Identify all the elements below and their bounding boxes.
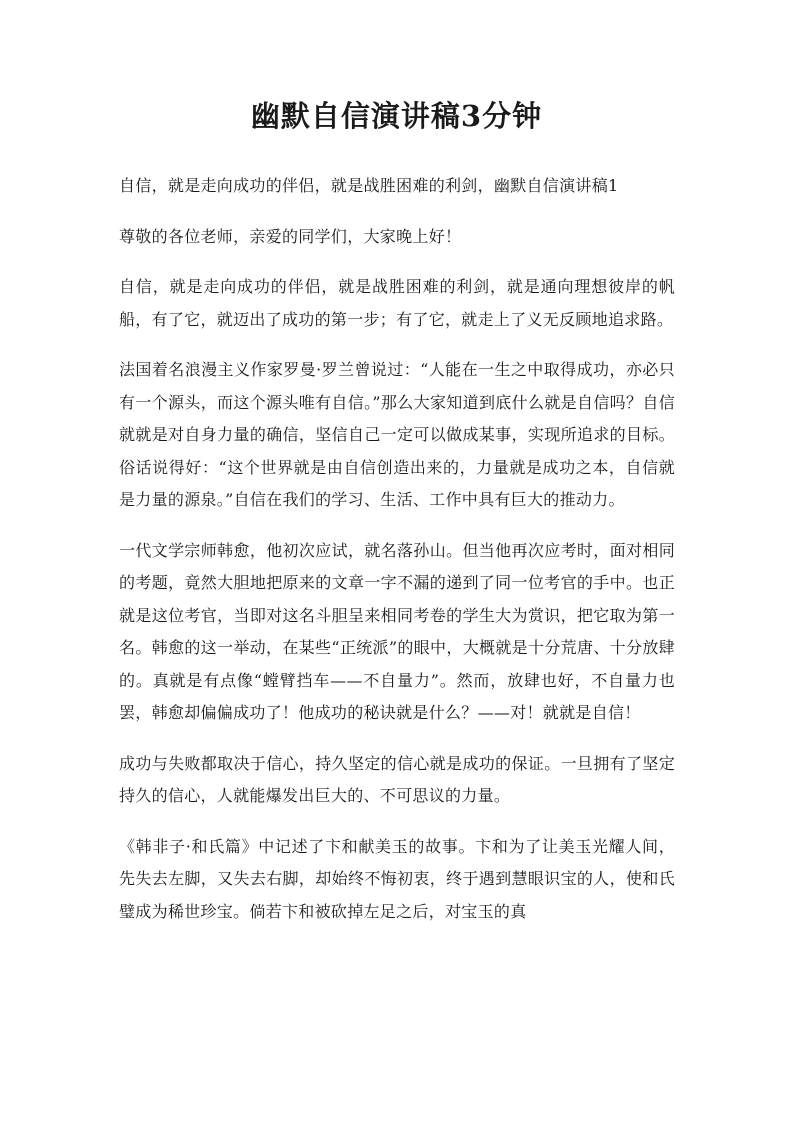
document-title: 幽默自信演讲稿3分钟 xyxy=(250,99,543,133)
paragraph-confidence-definition: 自信，就是走向成功的伴侣，就是战胜困难的利剑，就是通向理想彼岸的帆船，有了它，就迈出了成功的第一步；有了它，就走上了义无反顾地追求路。 xyxy=(119,277,675,329)
paragraph-greeting: 尊敬的各位老师，亲爱的同学们，大家晚上好！ xyxy=(119,226,462,246)
paragraph-intro: 自信，就是走向成功的伴侣，就是战胜困难的利剑，幽默自信演讲稿1 xyxy=(119,176,619,195)
paragraph-success-and-failure: 成功与失败都取决于信心，持久坚定的信心就是成功的保证。一旦拥有了坚定持久的信心，人就能爆发出巨大的、不可思议的力量。 xyxy=(119,753,675,805)
paragraph-han-yu-story: 一代文学宗师韩愈，他初次应试，就名落孙山。但当他再次应考时，面对相同的考题，竟然大胆地把原来的文章一字不漏的递到了同一位考官的手中。也正就是这位考官，当即对这名斗胆呈来相同考卷的学生大为赏识，把它取为第一名。韩愈的这一举动，在某些“正统派”的眼中，大概就是十分荒唐、十分放肆的。真就是有点像“螳臂挡车——不自量力”。然而，放肆也好，不自量力也罢，韩愈却偏偏成功了！他成功的秘诀就是什么？——对！就就是自信！ xyxy=(119,540,675,722)
paragraph-romain-rolland-quote: 法国着名浪漫主义作家罗曼·罗兰曾说过：“人能在一生之中取得成功，亦必只有一个源头，而这个源头唯有自信。”那么大家知道到底什么就是自信吗？自信就就是对自身力量的确信，坚信自己一定可以做成某事，实现所追求的目标。俗话说得好：“这个世界就是由自信创造出来的，力量就是成功之本，自信就是力量的源泉。”自信在我们的学习、生活、工作中具有巨大的推动力。 xyxy=(119,360,675,509)
document-body xyxy=(119,170,675,946)
paragraph-bian-he-story: 《韩非子·和氏篇》中记述了卞和献美玉的故事。卞和为了让美玉光耀人间，先失去左脚，又失去右脚，却始终不悔初衷，终于遇到慧眼识宝的人，使和氏璧成为稀世珍宝。倘若卞和被砍掉左足之后，对宝玉的真 xyxy=(119,836,675,921)
